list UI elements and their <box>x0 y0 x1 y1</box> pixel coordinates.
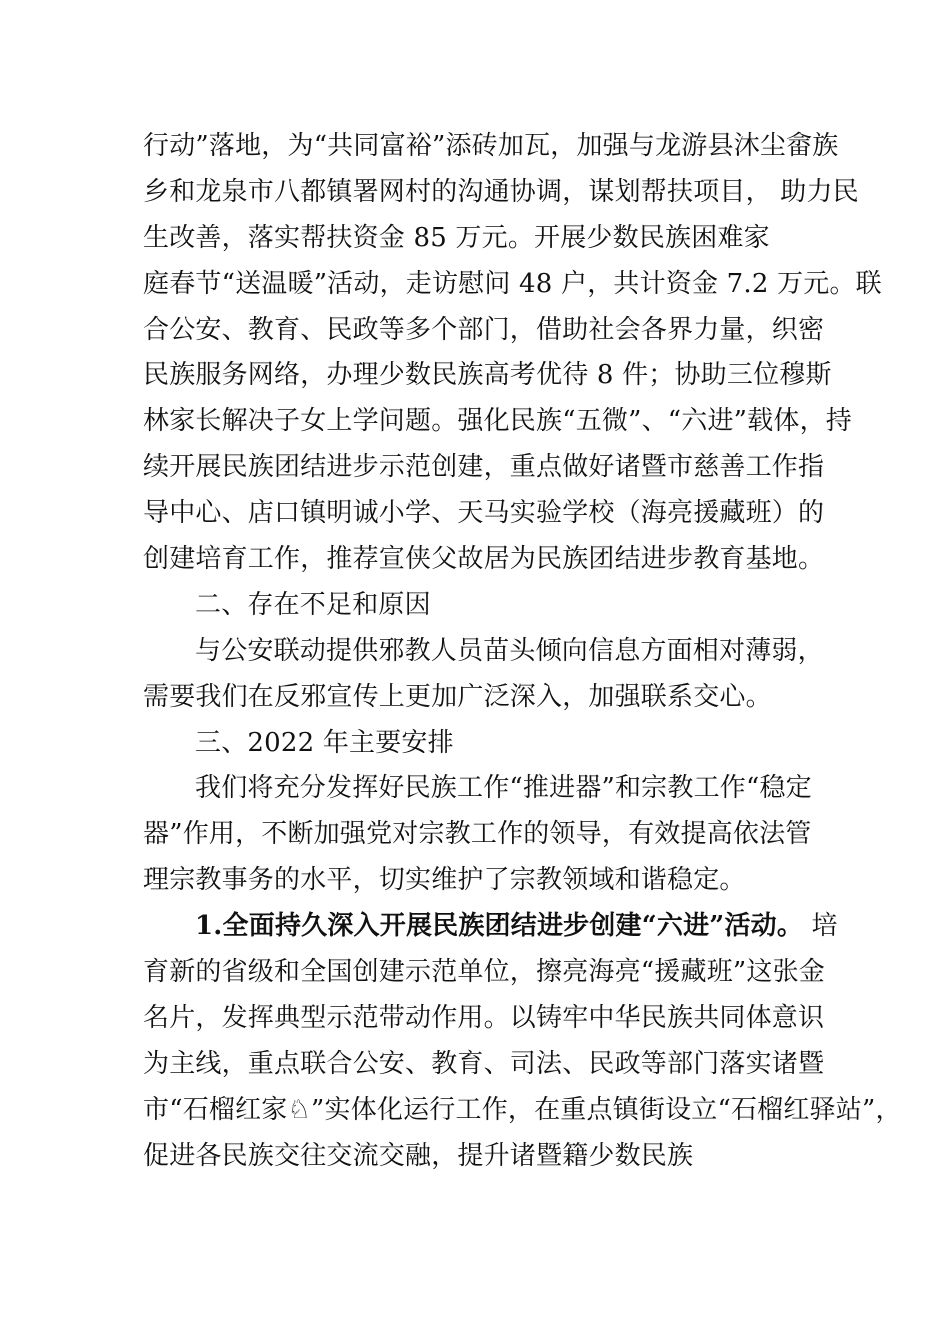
text-line-17: 理宗教事务的水平，切实维护了宗教领域和谐稳定。 <box>143 865 746 896</box>
text-line-22: 市“石榴红家♘”实体化运行工作，在重点镇街设立“石榴红驿站”， <box>143 1094 902 1125</box>
text-line-7: 林家长解决子女上学问题。强化民族“五微”、“六进”载体，持 <box>143 406 852 437</box>
document-body <box>143 124 902 1179</box>
text-line-20: 名片，发挥典型示范带动作用。以铸牢中华民族共同体意识 <box>143 1002 825 1033</box>
text-line-6: 民族服务网络，办理少数民族高考优待 8 件；协助三位穆斯 <box>143 360 832 391</box>
text-line-18 <box>143 904 838 950</box>
text-line-2: 乡和龙泉市八都镇署网村的沟通协调，谋划帮扶项目， 助力民 <box>143 176 859 207</box>
text-line-15: 我们将充分发挥好民族工作“推进器”和宗教工作“稳定 <box>195 773 812 804</box>
text-line-10: 创建培育工作，推荐宣侠父故居为民族团结进步教育基地。 <box>143 544 825 575</box>
text-line-16: 器”作用，不断加强党对宗教工作的领导，有效提高依法管 <box>143 819 812 850</box>
text-line-5: 合公安、教育、民政等多个部门，借助社会各界力量，织密 <box>143 314 825 345</box>
text-line-21: 为主线，重点联合公安、教育、司法、民政等部门落实诸暨 <box>143 1048 825 1079</box>
numbered-item-heading: 1.全面持久深入开展民族团结进步创建“六进”活动。 <box>195 911 804 942</box>
text-line-12: 与公安联动提供邪教人员苗头倾向信息方面相对薄弱， <box>195 635 824 666</box>
text-line-18-rest: 培 <box>803 911 838 942</box>
text-line-3: 生改善，落实帮扶资金 85 万元。开展少数民族困难家 <box>143 222 770 253</box>
text-line-23: 促进各民族交往交流交融，提升诸暨籍少数民族 <box>143 1140 694 1171</box>
text-line-1: 行动”落地，为“共同富裕”添砖加瓦，加强与龙游县沐尘畲族 <box>143 131 839 161</box>
text-line-13: 需要我们在反邪宣传上更加广泛深入，加强联系交心。 <box>143 681 772 712</box>
text-line-19: 育新的省级和全国创建示范单位，擦亮海亮“援藏班”这张金 <box>143 957 825 988</box>
text-line-8: 续开展民族团结进步示范创建，重点做好诸暨市慈善工作指 <box>143 452 825 483</box>
text-line-9: 导中心、店口镇明诚小学、天马实验学校（海亮援藏班）的 <box>143 498 825 529</box>
section-heading-2022-plan: 三、2022 年主要安排 <box>195 727 454 758</box>
section-heading-shortcomings: 二、存在不足和原因 <box>195 589 431 620</box>
text-line-4: 庭春节“送温暖”活动，走访慰问 48 户，共计资金 7.2 万元。联 <box>143 268 882 299</box>
